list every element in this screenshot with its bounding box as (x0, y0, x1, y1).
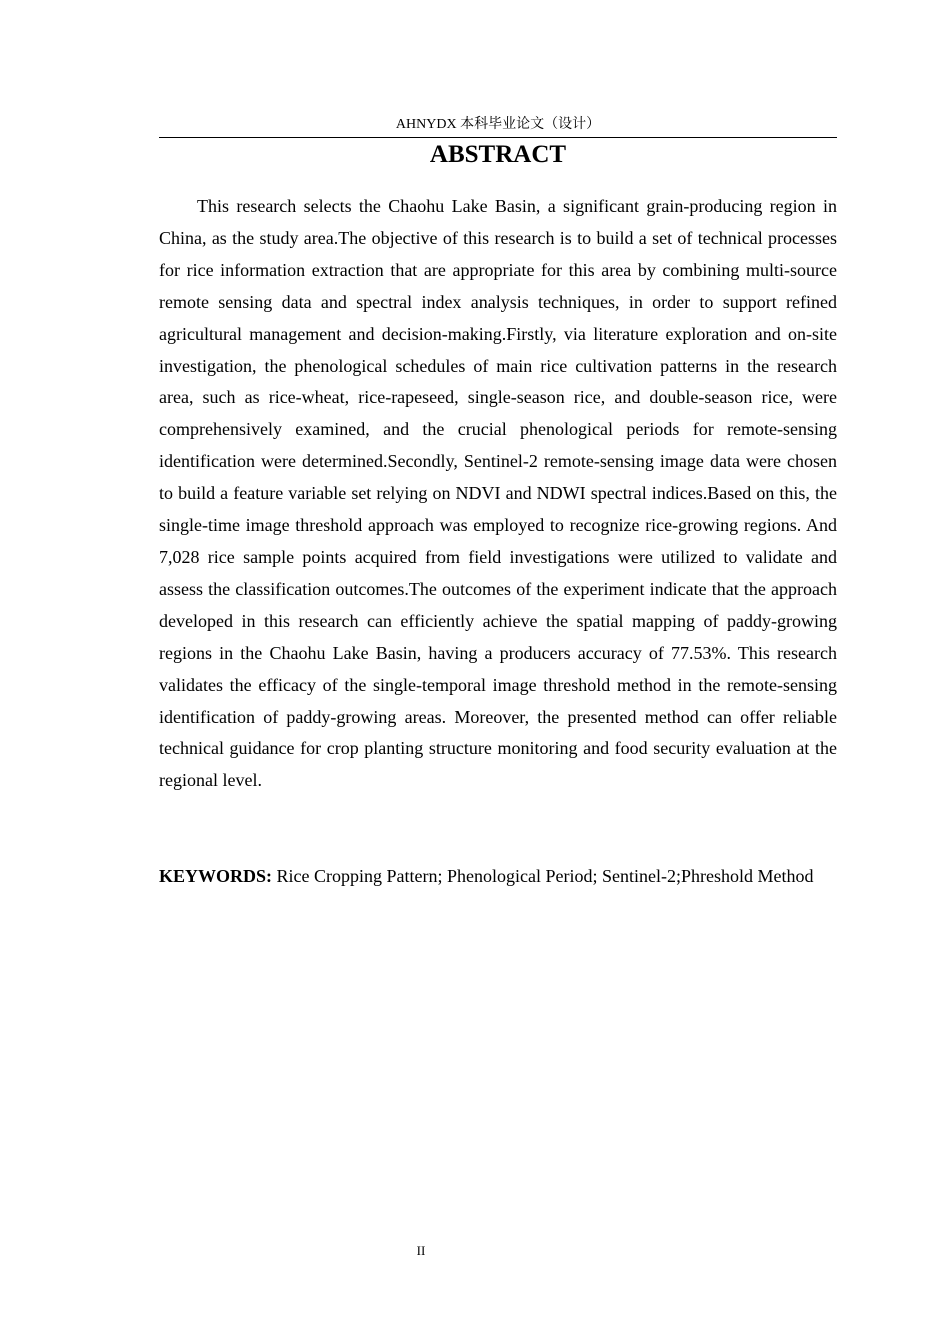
page-number: II (416, 1243, 426, 1258)
header-divider (159, 137, 837, 138)
keywords-label: KEYWORDS: (159, 866, 273, 886)
abstract-body: This research selects the Chaohu Lake Basin, a significant grain-producing region in China, as the study area.The objective of this research is to build a set of technical processes for rice information extraction that are appropriate for this area by combining multi-source remote sensing data and spectral index analysis techniques, in order to support refined agricultural management and decision-making.Firstly, via literature exploration and on-site investigation, the phenological schedules of main rice cultivation patterns in the research area, such as rice-wheat, rice-rapeseed, single-season rice, and double-season rice, were comprehensively examined, and the crucial phenological periods for remote-sensing identification were determined.Secondly, Sentinel-2 remote-sensing image data were chosen to build a feature variable set relying on NDVI and NDWI spectral indices.Based on this, the single-time image threshold approach was employed to recognize rice-growing regions. And 7,028 rice sample points acquired from field investigations were utilized to validate and assess the classification outcomes.The outcomes of the experiment indicate that the approach developed in this research can efficiently achieve the spatial mapping of paddy-growing regions in the Chaohu Lake Basin, having a producers accuracy of 77.53%. This research validates the efficacy of the single-temporal image threshold method in the remote-sensing identification of paddy-growing areas. Moreover, the presented method can offer reliable technical guidance for crop planting structure monitoring and food security evaluation at the regional level. (159, 196, 837, 791)
keywords-paragraph (159, 861, 837, 893)
keywords-text: Rice Cropping Pattern; Phenological Period; Sentinel-2;Phreshold Method (272, 866, 814, 886)
running-header: AHNYDX 本科毕业论文（设计） (395, 117, 601, 132)
abstract-title: ABSTRACT (429, 141, 567, 168)
